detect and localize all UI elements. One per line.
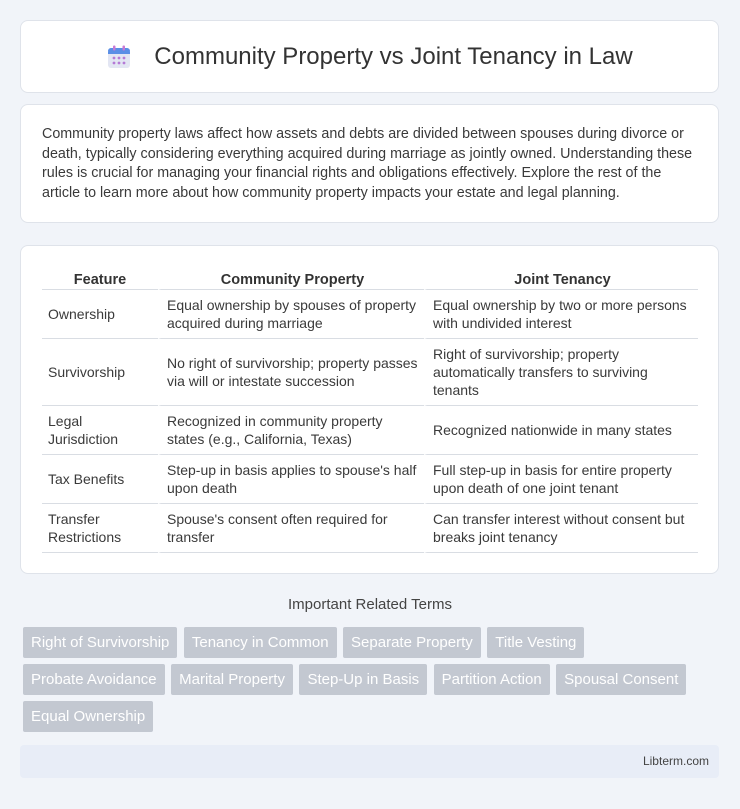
tag-step-up-in-basis[interactable]: Step-Up in Basis (299, 664, 427, 695)
tag-title-vesting[interactable]: Title Vesting (487, 627, 584, 658)
intro-text: Community property laws affect how assets and debts are divided between spouses during divorce or death, typically considering everything acquired during marriage as jointly owned. Understanding these rules is crucial for managing your financial rights and obligations effectively. Explore the rest of the article to learn more about how community property impacts your estate and legal planning. (42, 126, 693, 201)
footer (20, 745, 719, 778)
tag-equal-ownership[interactable]: Equal Ownership (23, 701, 153, 732)
table-cell: Spouse's consent often required for transfer (158, 504, 424, 553)
table-cell: Tax Benefits (42, 455, 158, 504)
table-cell: Right of survivorship; property automatically transfers to surviving tenants (424, 339, 698, 406)
calendar-icon (106, 44, 132, 70)
table-row (42, 406, 698, 455)
table-row (42, 504, 698, 553)
table-cell: Full step-up in basis for entire property upon death of one joint tenant (424, 455, 698, 504)
table-cell: Legal Jurisdiction (42, 406, 158, 455)
related-terms-title: Important Related Terms (288, 596, 452, 613)
tag-right-of-survivorship[interactable]: Right of Survivorship (23, 627, 177, 658)
tag-probate-avoidance[interactable]: Probate Avoidance (23, 664, 165, 695)
tag-partition-action[interactable]: Partition Action (434, 664, 550, 695)
table-header-row (42, 266, 698, 290)
table-cell: Recognized nationwide in many states (424, 406, 698, 455)
table-cell: Can transfer interest without consent but breaks joint tenancy (424, 504, 698, 553)
table-cell: Transfer Restrictions (42, 504, 158, 553)
table-cell: Recognized in community property states (e.g., California, Texas) (158, 406, 424, 455)
table-row (42, 339, 698, 406)
table-cell: No right of survivorship; property passes via will or intestate succession (158, 339, 424, 406)
header-card (20, 20, 719, 93)
intro-card (20, 104, 719, 223)
table-cell: Ownership (42, 290, 158, 339)
tag-marital-property[interactable]: Marital Property (171, 664, 293, 695)
tag-spousal-consent[interactable]: Spousal Consent (556, 664, 686, 695)
header-feature: Feature (42, 266, 158, 290)
related-terms-list (23, 627, 723, 738)
header-community-property: Community Property (158, 266, 424, 290)
comparison-card (20, 245, 719, 574)
page-title: Community Property vs Joint Tenancy in Law (154, 42, 633, 70)
table-row (42, 455, 698, 504)
footer-site-link[interactable]: Libterm.com (642, 754, 709, 768)
table-cell: Survivorship (42, 339, 158, 406)
table-cell: Equal ownership by spouses of property acquired during marriage (158, 290, 424, 339)
table-row (42, 290, 698, 339)
table-cell: Equal ownership by two or more persons with undivided interest (424, 290, 698, 339)
tag-separate-property[interactable]: Separate Property (343, 627, 481, 658)
comparison-table (42, 266, 698, 553)
header-joint-tenancy: Joint Tenancy (424, 266, 698, 290)
table-cell: Step-up in basis applies to spouse's half upon death (158, 455, 424, 504)
tag-tenancy-in-common[interactable]: Tenancy in Common (184, 627, 337, 658)
